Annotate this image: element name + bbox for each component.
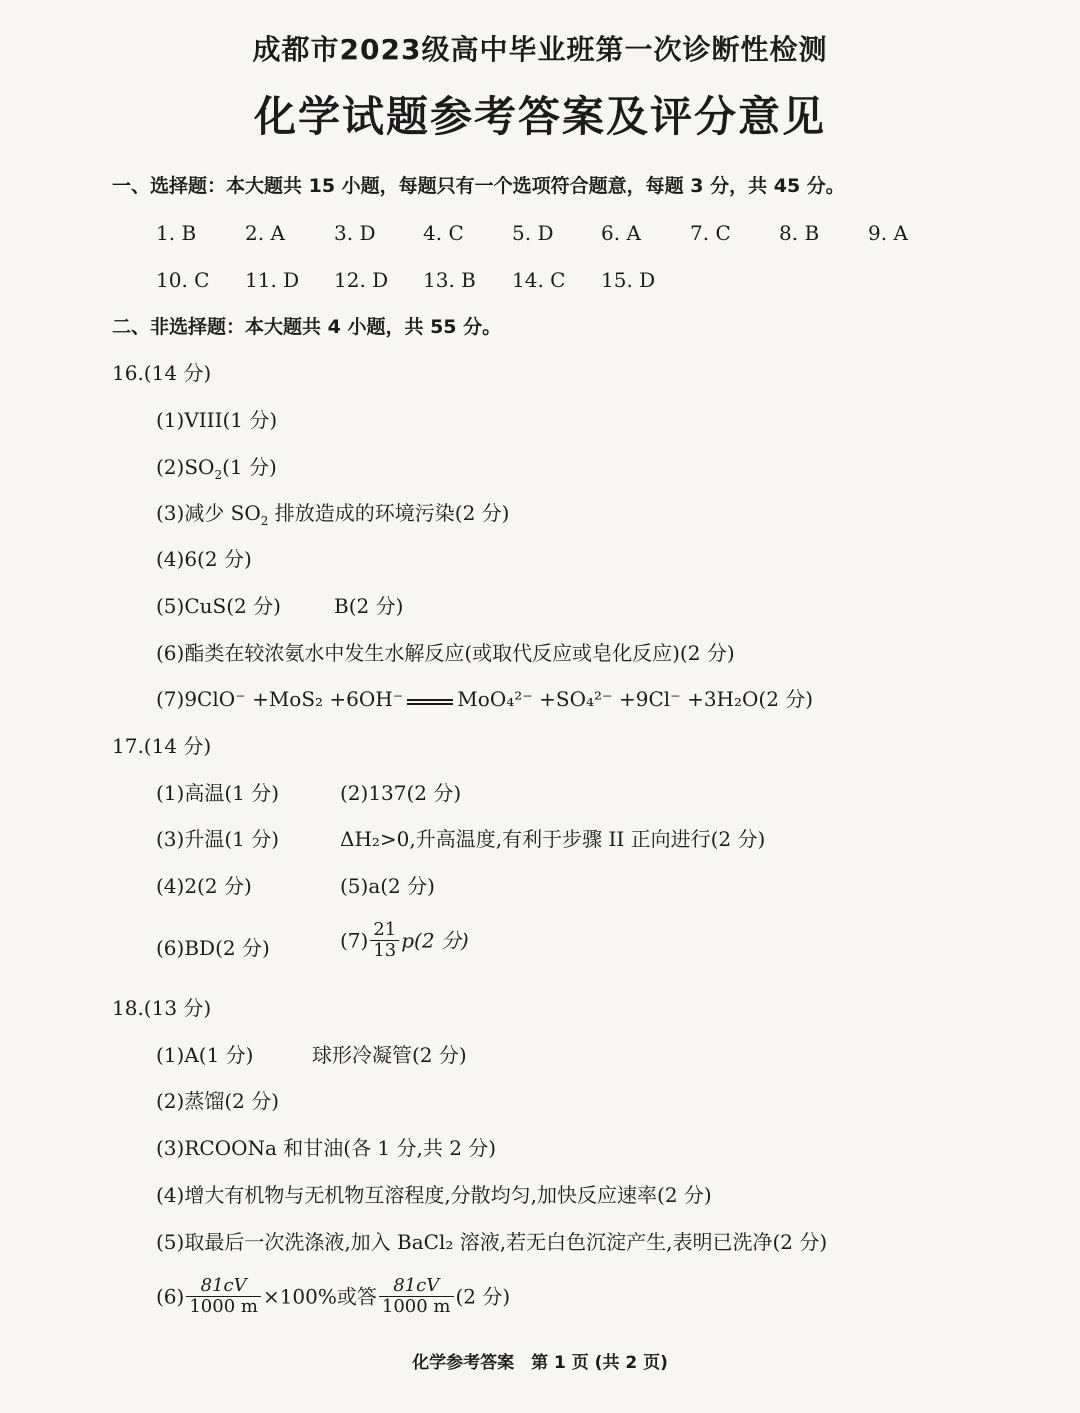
mc-answer: 10. C [156,268,210,292]
q18-answer-2: (2)蒸馏(2 分) [156,1089,280,1113]
q17-answer-7: (7) $\frac{21}{13}$ p(2 分) [340,919,469,961]
fraction: $\frac{81cV}{1000 m}$ [186,1276,261,1317]
question-16-label: 16.(14 分) [112,361,212,385]
equation-reactants: (7)9ClO⁻ +MoS₂ +6OH⁻ [156,687,404,711]
exam-title: 成都市2023级高中毕业班第一次诊断性检测 [252,33,828,66]
mc-answer: 3. D [334,221,376,245]
fraction: $\frac{81cV}{1000 m}$ [379,1276,454,1317]
q17-answer-5: (5)a(2 分) [340,874,435,898]
q18-answer-3: (3)RCOONa 和甘油(各 1 分,共 2 分) [156,1136,497,1160]
q16-answer-3: (3)减少 $SO_2$ 排放造成的环境污染(2 分) [156,501,510,528]
document-title: 化学试题参考答案及评分意见 [253,92,826,141]
q17-answer-3b: ΔH₂>0,升高温度,有利于步骤 II 正向进行(2 分) [340,827,766,851]
mc-answer: 11. D [245,268,300,292]
mc-answer: 4. C [423,221,464,245]
mc-answer: 8. B [779,221,820,245]
q18-answer-4: (4)增大有机物与无机物互溶程度,分散均匀,加快反应速率(2 分) [156,1183,712,1207]
mc-answer: 15. D [601,268,656,292]
mc-answer: 13. B [423,268,476,292]
question-17-label: 17.(14 分) [112,734,212,758]
mc-answer: 2. A [245,221,285,245]
section1-heading: 一、选择题：本大题共 15 小题，每题只有一个选项符合题意，每题 3 分，共 45 分。 [112,175,845,197]
mc-answer: 12. D [334,268,389,292]
q18-answer-5: (5)取最后一次洗涤液,加入 BaCl₂ 溶液,若无白色沉淀产生,表明已洗净(2 分) [156,1230,828,1254]
mc-answer: 5. D [512,221,554,245]
q18-answer-1b: 球形冷凝管(2 分) [312,1043,467,1067]
q16-answer-4: (4)6(2 分) [156,547,252,571]
section2-heading: 二、非选择题：本大题共 4 小题，共 55 分。 [112,316,502,338]
mc-answer: 14. C [512,268,566,292]
q16-answer-5b: B(2 分) [334,594,404,618]
fraction: $\frac{21}{13}$ [370,920,399,961]
q17-answer-3a: (3)升温(1 分) [156,827,280,851]
mc-answer: 6. A [601,221,641,245]
question-18-label: 18.(13 分) [112,996,212,1020]
q16-answer-5a: (5)CuS(2 分) [156,594,281,618]
q17-answer-6: (6)BD(2 分) [156,936,270,960]
q17-answer-4: (4)2(2 分) [156,874,252,898]
page-footer: 化学参考答案 第 1 页 (共 2 页) [412,1353,668,1373]
q17-answer-2: (2)137(2 分) [340,781,462,805]
mc-answer: 7. C [690,221,731,245]
mc-answer: 9. A [868,221,908,245]
q17-answer-1: (1)高温(1 分) [156,781,280,805]
q16-answer-7 [156,686,813,712]
q16-answer-2: $(2)SO_2(1$ 分) [156,455,277,482]
equation-products: MoO₄²⁻ +SO₄²⁻ +9Cl⁻ +3H₂O(2 分) [457,687,814,711]
q18-answer-1a: (1)A(1 分) [156,1043,254,1067]
equals-sign-icon [407,699,453,701]
mc-answer: 1. B [156,221,197,245]
q16-answer-1: (1)VIII(1 分) [156,408,278,432]
q16-answer-6: (6)酯类在较浓氨水中发生水解反应(或取代反应或皂化反应)(2 分) [156,641,735,665]
q18-answer-6: (6) $\frac{81cV}{1000 m}$ ×100%或答 $\frac{81cV}{1000 m}$ (2 分) [156,1275,511,1317]
